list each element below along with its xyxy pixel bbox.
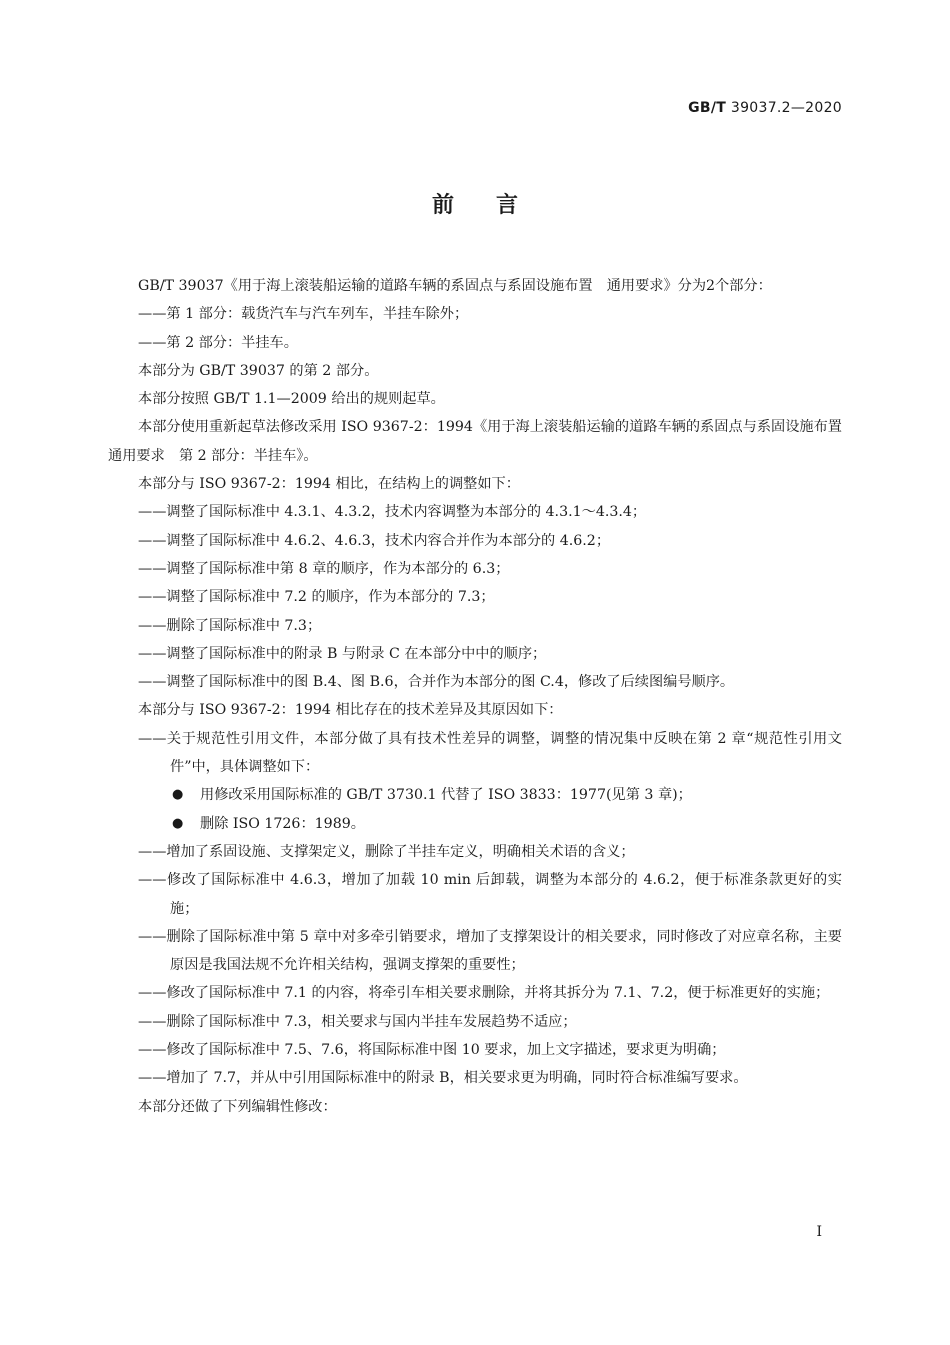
dash-list-item (108, 979, 842, 1007)
paragraph (108, 668, 842, 696)
paragraph (108, 357, 842, 385)
paragraph (108, 583, 842, 611)
paragraph (108, 498, 842, 526)
paragraph-text: ——增加了 7.7，并从中引用国际标准中的附录 B，相关要求更为明确，同时符合标准编写要求。 (138, 1070, 748, 1087)
bullet-item (108, 810, 842, 838)
bullet-icon: ● (172, 787, 184, 803)
paragraph (108, 696, 842, 724)
paragraph-text: ——修改了国际标准中 7.5、7.6，将国际标准中图 10 要求，加上文字描述，要求更为明确； (138, 1042, 726, 1059)
dash-list-item (108, 725, 842, 782)
paragraph-text: ——修改了国际标准中 4.6.3，增加了加载 10 min 后卸载，调整为本部分的 4.6.2，便于标准条款更好的实施； (138, 872, 842, 917)
paragraph (108, 555, 842, 583)
dash-list-item (108, 923, 842, 980)
standard-number: 39037.2—2020 (730, 100, 842, 116)
paragraph-text: 本部分与 ISO 9367-2：1994 相比存在的技术差异及其原因如下： (138, 702, 563, 719)
paragraph (108, 470, 842, 498)
foreword-body (108, 272, 857, 1121)
bullet-icon: ● (172, 815, 184, 831)
paragraph (108, 385, 842, 413)
dash-list-item (108, 838, 842, 866)
paragraph-text: ——增加了系固设施、支撑架定义，删除了半挂车定义，明确相关术语的含义； (138, 843, 635, 860)
paragraph-text: ——第 2 部分：半挂车。 (138, 334, 298, 351)
paragraph-text: 本部分还做了下列编辑性修改： (138, 1098, 337, 1115)
paragraph (108, 272, 842, 300)
paragraph-text: ——删除了国际标准中 7.3，相关要求与国内半挂车发展趋势不适应； (138, 1013, 577, 1030)
paragraph (108, 640, 842, 668)
paragraph (108, 413, 857, 470)
paragraph (108, 329, 842, 357)
dash-list-item (108, 1036, 842, 1064)
page-number: I (816, 1224, 822, 1240)
paragraph-text: ——调整了国际标准中的图 B.4、图 B.6，合并作为本部分的图 C.4，修改了后续图编号顺序。 (138, 674, 735, 691)
paragraph-text: ——调整了国际标准中的附录 B 与附录 C 在本部分中中的顺序； (138, 645, 547, 662)
paragraph-text: ——调整了国际标准中第 8 章的顺序，作为本部分的 6.3； (138, 560, 510, 577)
dash-list-item (108, 1008, 842, 1036)
paragraph-text: ——调整了国际标准中 7.2 的顺序，作为本部分的 7.3； (138, 589, 495, 606)
paragraph-text: GB/T 39037《用于海上滚装船运输的道路车辆的系固点与系固设施布置 通用要求》分为2个部分： (138, 278, 772, 294)
paragraph-text: 本部分与 ISO 9367-2：1994 相比，在结构上的调整如下： (138, 476, 520, 493)
paragraph (108, 527, 842, 555)
paragraph-text: 用修改采用国际标准的 GB/T 3730.1 代替了 ISO 3833：1977(见第 3 章)； (200, 787, 692, 804)
paragraph (108, 612, 842, 640)
paragraph-text: ——第 1 部分：载货汽车与汽车列车，半挂车除外； (138, 306, 469, 323)
page-title: 前言 (431, 193, 560, 218)
paragraph (108, 300, 842, 328)
paragraph-text: 本部分使用重新起草法修改采用 ISO 9367-2：1994《用于海上滚装船运输的道路车辆的系固点与系固设施布置 通用要求 第 2 部分：半挂车》。 (108, 419, 857, 464)
paragraph-text: ——修改了国际标准中 7.1 的内容，将牵引车相关要求删除，并将其拆分为 7.1、7.2，便于标准更好的实施； (138, 985, 830, 1002)
paragraph-text: 本部分按照 GB/T 1.1—2009 给出的规则起草。 (138, 391, 445, 408)
paragraph-text: 删除 ISO 1726：1989。 (200, 815, 365, 832)
paragraph-text: ——删除了国际标准中 7.3； (138, 617, 322, 634)
dash-list-item (108, 866, 842, 923)
dash-list-item (108, 1064, 842, 1092)
standard-header (688, 100, 842, 116)
paragraph-text: ——删除了国际标准中第 5 章中对多牵引销要求，增加了支撑架设计的相关要求，同时修改了对应章名称，主要原因是我国法规不允许相关结构，强调支撑架的重要性； (138, 928, 842, 974)
paragraph-text: ——调整了国际标准中 4.6.2、4.6.3，技术内容合并作为本部分的 4.6.2； (138, 532, 611, 549)
bullet-item (108, 781, 842, 809)
paragraph-text: ——调整了国际标准中 4.3.1、4.3.2，技术内容调整为本部分的 4.3.1～4.3.4； (138, 504, 647, 521)
paragraph-text: 本部分为 GB/T 39037 的第 2 部分。 (138, 362, 379, 379)
paragraph-text: ——关于规范性引用文件，本部分做了具有技术性差异的调整，调整的情况集中反映在第 2 章“规范性引用文件”中，具体调整如下： (138, 730, 842, 776)
paragraph (108, 1093, 842, 1121)
standard-code: GB/T (688, 100, 727, 116)
